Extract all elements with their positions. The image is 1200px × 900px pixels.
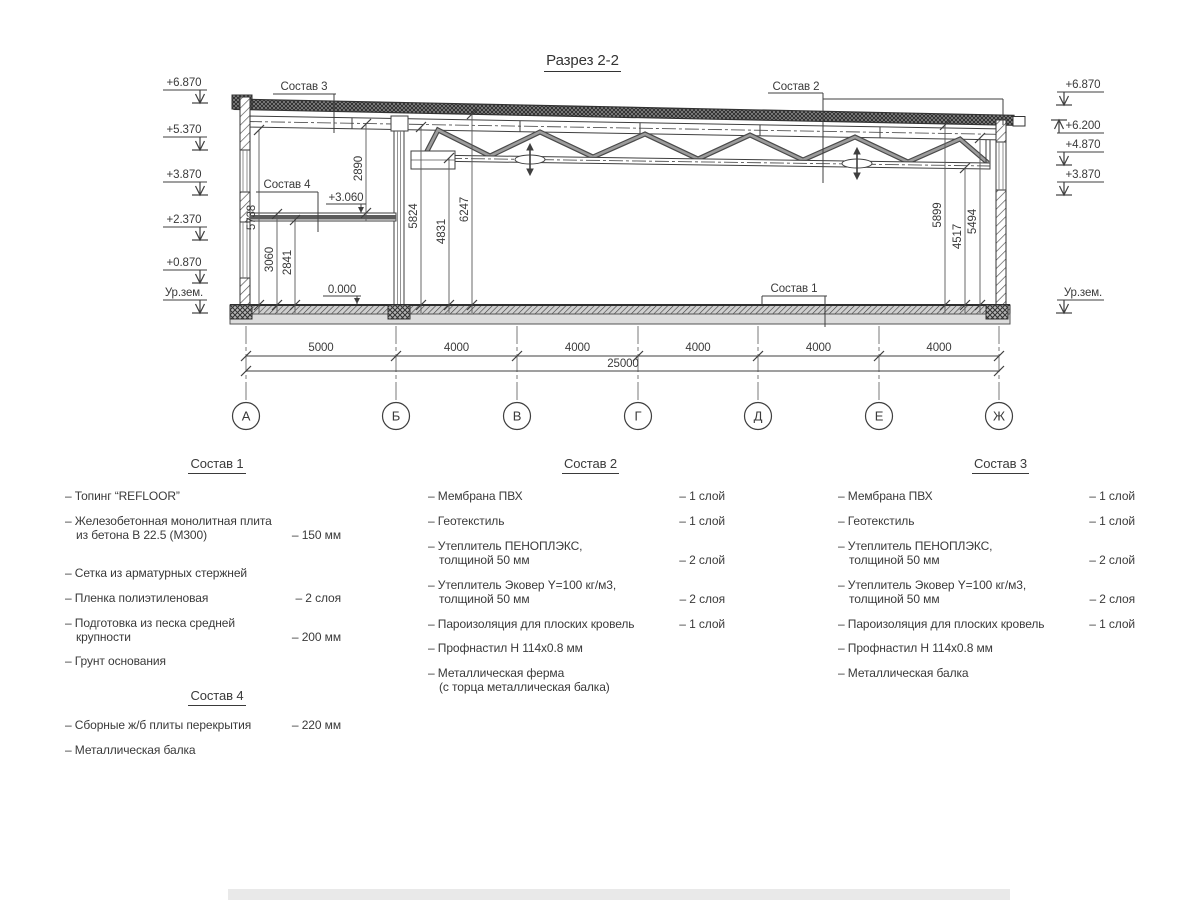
elevation-label-left: +0.870 xyxy=(166,257,202,269)
legend-item-value: – 1 слой xyxy=(679,489,725,504)
span-dimension-label: 4000 xyxy=(805,342,832,354)
legend-item: – Сетка из арматурных стержней xyxy=(65,565,248,580)
axis-letter: Г xyxy=(634,408,642,424)
vertical-dimension-label: 3060 xyxy=(264,246,276,273)
axis-letter: Ж xyxy=(993,408,1005,424)
vertical-dimension-label: 2890 xyxy=(353,155,365,182)
legend-item-value: – 1 слой xyxy=(1089,616,1135,631)
legend-item: – Металлическая балка xyxy=(65,742,196,757)
legend-item: – Геотекстиль – 1 слой xyxy=(428,513,725,528)
elevation-label-left: +5.370 xyxy=(166,124,202,136)
page-title: Разрез 2-2 xyxy=(520,52,645,69)
legend-item-value: – 1 слой xyxy=(679,513,725,528)
elevation-label-left: +3.870 xyxy=(166,169,202,181)
span-dimension-label: 4000 xyxy=(685,342,711,354)
legend-title: Состав 1 xyxy=(79,456,355,471)
legend-item-value: – 2 слоя xyxy=(295,590,341,605)
legend-item-value: – 2 слой xyxy=(1089,552,1135,567)
legend-item: – Утеплитель ПЕНОПЛЭКС, толщиной 50 мм – 2 слой xyxy=(838,538,1135,567)
elevation-label-left: Ур.зем. xyxy=(164,287,204,299)
axis-letter: В xyxy=(512,408,522,424)
legend-item: – Металлическая балка xyxy=(838,666,969,681)
composition-leader-label: Состав 4 xyxy=(263,179,311,191)
vertical-dimension-label: 4517 xyxy=(952,223,964,250)
legend-sostav-1 xyxy=(65,456,341,680)
vertical-dimension-label: 6247 xyxy=(459,196,471,223)
vertical-dimension-label: 5899 xyxy=(932,202,944,228)
elevation-label-left: +6.870 xyxy=(166,77,202,89)
span-dimension-label: 5000 xyxy=(308,342,334,354)
elevation-label-right: Ур.зем. xyxy=(1063,287,1103,299)
splice-symbol xyxy=(515,144,545,175)
vertical-dimension-label: 4831 xyxy=(436,218,448,245)
roof-end-cap xyxy=(1013,117,1025,127)
legend-item: – Геотекстиль – 1 слой xyxy=(838,513,1135,528)
legend-item-value: – 150 мм xyxy=(291,527,341,542)
elevation-label-right: +6.200 xyxy=(1065,120,1101,132)
legend-item-value: – 1 слой xyxy=(679,616,725,631)
span-dimension-label: 4000 xyxy=(926,342,952,354)
elevation-label-right: +3.870 xyxy=(1065,169,1101,181)
vertical-dimension-label: 5494 xyxy=(967,208,979,235)
legend-title: Состав 2 xyxy=(442,456,739,471)
axis-letter: Д xyxy=(753,408,763,424)
dimension-layer xyxy=(246,109,985,313)
mezzanine-slab xyxy=(250,213,396,221)
legend-item: – Грунт основания xyxy=(65,654,166,669)
legend-sostav-3 xyxy=(838,456,1135,692)
scan-edge-artifact xyxy=(228,889,1010,900)
legend-item-value: – 2 слоя xyxy=(679,591,725,606)
legend-item-value: – 1 слой xyxy=(1089,513,1135,528)
legend-item-value: – 220 мм xyxy=(291,718,341,733)
composition-leader-label: Состав 1 xyxy=(770,283,818,295)
level-mark-label: +3.060 xyxy=(328,192,364,204)
column-middle xyxy=(391,116,408,305)
legend-title: Состав 4 xyxy=(79,688,355,703)
legend-item: – Мембрана ПВХ – 1 слой xyxy=(428,489,725,504)
legend-sostav-4 xyxy=(65,688,341,769)
legend-item: – Сборные ж/б плиты перекрытия – 220 мм xyxy=(65,718,341,733)
legend-title: Состав 3 xyxy=(852,456,1149,471)
legend-item-value: – 2 слоя xyxy=(1089,591,1135,606)
level-mark-label: 0.000 xyxy=(327,284,357,296)
legend-item: – Утеплитель ПЕНОПЛЭКС, толщиной 50 мм – 2 слой xyxy=(428,538,725,567)
vertical-dimension-label: 5824 xyxy=(408,203,420,229)
legend-item: – Железобетонная монолитная плита из бетона В 22.5 (М300) – 150 мм xyxy=(65,513,341,542)
elevation-label-right: +4.870 xyxy=(1065,139,1101,151)
axis-layer xyxy=(233,326,1013,430)
legend-item: – Утеплитель Эковер Y=100 кг/м3, толщиной 50 мм – 2 слоя xyxy=(428,577,725,606)
legend-item: – Пленка полиэтиленовая – 2 слоя xyxy=(65,590,341,605)
legend-item: – Мембрана ПВХ – 1 слой xyxy=(838,489,1135,504)
legend-sostav-2 xyxy=(428,456,725,706)
wall-right xyxy=(996,120,1006,305)
legend-item-value: – 1 слой xyxy=(1089,489,1135,504)
legend-item: – Подготовка из песка средней крупности – 200 мм xyxy=(65,615,341,644)
total-dimension-label: 25000 xyxy=(607,358,639,370)
span-dimension-label: 4000 xyxy=(564,342,591,354)
splice-symbol xyxy=(842,148,872,179)
vertical-dimension-label: 5738 xyxy=(246,204,258,231)
legend-item: – Профнастил Н 114х0.8 мм xyxy=(838,641,993,656)
legend-item: – Утеплитель Эковер Y=100 кг/м3, толщиной 50 мм – 2 слоя xyxy=(838,577,1135,606)
legend-item: – Пароизоляция для плоских кровель – 1 слой xyxy=(428,616,725,631)
elevation-label-left: +2.370 xyxy=(166,214,202,226)
legend-item-value: – 200 мм xyxy=(291,629,341,644)
composition-leader-label: Состав 3 xyxy=(280,81,328,93)
legend-item: – Топинг “REFLOOR” xyxy=(65,489,180,504)
vertical-dimension-label: 2841 xyxy=(282,249,294,276)
axis-letter: Е xyxy=(874,408,884,424)
composition-leader-label: Состав 2 xyxy=(772,81,820,93)
elevation-label-right: +6.870 xyxy=(1065,79,1101,91)
floor-slab xyxy=(230,305,1010,324)
axis-letter: А xyxy=(241,408,251,424)
legend-item: – Пароизоляция для плоских кровель – 1 слой xyxy=(838,616,1135,631)
legend-item: – Металлическая ферма (с торца металлическая балка) xyxy=(428,666,610,695)
legend-item: – Профнастил Н 114х0.8 мм xyxy=(428,641,583,656)
wall-left xyxy=(240,97,250,305)
legend-item-value: – 2 слой xyxy=(679,552,725,567)
axis-letter: Б xyxy=(391,408,401,424)
span-dimension-label: 4000 xyxy=(443,342,470,354)
